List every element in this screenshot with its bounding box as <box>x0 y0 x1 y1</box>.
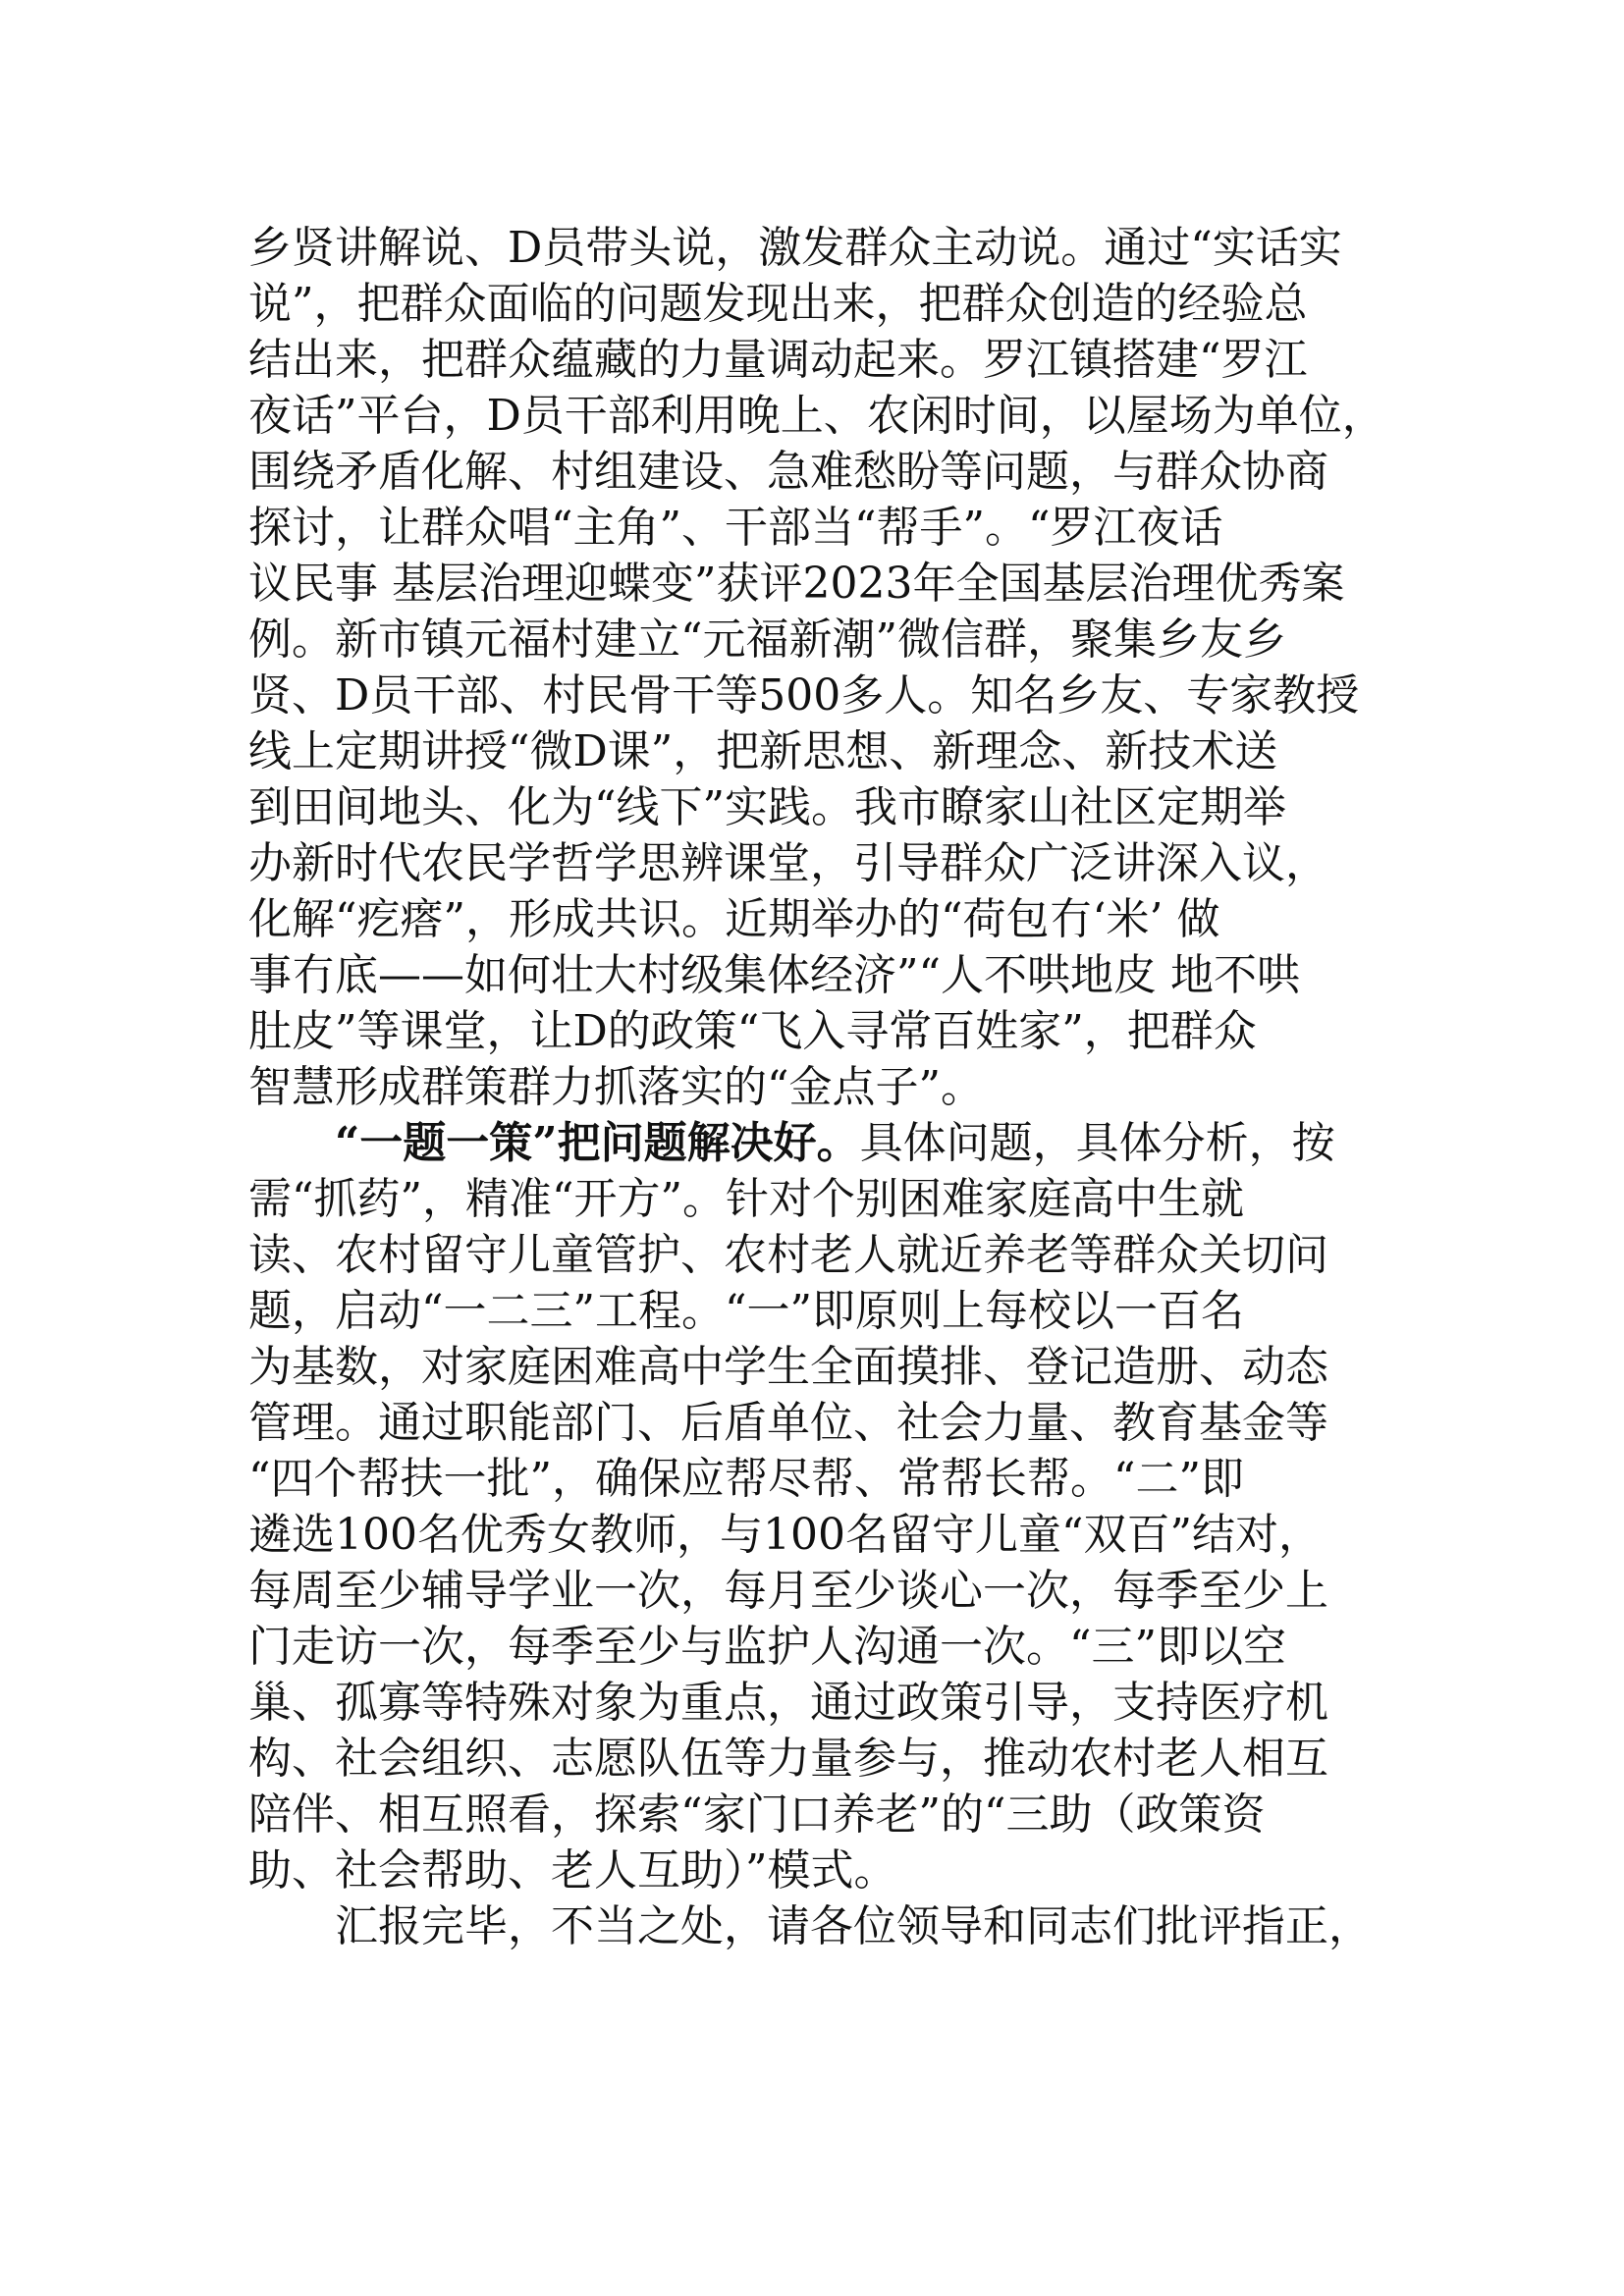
paragraph-1-line: 肚皮”等课堂，让D的政策“飞入寻常百姓家”，把群众 <box>248 1006 1257 1056</box>
paragraph-3 <box>248 1898 1387 1954</box>
paragraph-2-line: 助、社会帮助、老人互助）”模式。 <box>248 1845 897 1896</box>
paragraph-2-line: 为基数，对家庭困难高中学生全面摸排、登记造册、动态 <box>248 1342 1328 1392</box>
paragraph-1-line: 夜话”平台，D员干部利用晚上、农闲时间，以屋场为单位， <box>248 391 1385 441</box>
paragraph-2-line: 构、社会组织、志愿队伍等力量参与，推动农村老人相互 <box>248 1734 1328 1784</box>
paragraph-2-line: 读、农村留守儿童管护、农村老人就近养老等群众关切问 <box>248 1230 1328 1280</box>
paragraph-2-line: 题，启动“一二三”工程。“一”即原则上每校以一百名 <box>248 1286 1244 1336</box>
paragraph-1-line: 贤、D员干部、村民骨干等500多人。知名乡友、专家教授 <box>248 670 1360 721</box>
paragraph-1-line: 探讨，让群众唱“主角”、干部当“帮手”。“罗江夜话 <box>248 503 1223 553</box>
paragraph-2-line: 遴选100名优秀女教师，与100名留守儿童“双百”结对， <box>248 1510 1322 1560</box>
paragraph-2-line: 需“抓药”，精准“开方”。针对个别困难家庭高中生就 <box>248 1174 1244 1224</box>
paragraph-1-line: 例。新市镇元福村建立“元福新潮”微信群，聚集乡友乡 <box>248 614 1286 665</box>
paragraph-1-line: 化解“疙瘩”，形成共识。近期举办的“荷包冇‘米’ 做 <box>248 894 1220 944</box>
paragraph-1-line: 办新时代农民学哲学思辨课堂，引导群众广泛讲深入议， <box>248 838 1328 888</box>
document-body <box>248 220 1387 1954</box>
paragraph-1-line: 乡贤讲解说、D员带头说，激发群众主动说。通过“实话实 <box>248 223 1342 273</box>
paragraph-2-first-line-text: 具体问题，具体分析，按 <box>859 1118 1335 1168</box>
paragraph-1-line: 智慧形成群策群力抓落实的“金点子”。 <box>248 1062 984 1112</box>
paragraph-2-first-line <box>248 1115 1387 1171</box>
paragraph-1-line: 结出来，把群众蕴藏的力量调动起来。罗江镇搭建“罗江 <box>248 335 1308 385</box>
paragraph-1-line: 线上定期讲授“微D课”，把新思想、新理念、新技术送 <box>248 726 1278 776</box>
paragraph-1-line: 围绕矛盾化解、村组建设、急难愁盼等问题，与群众协商 <box>248 447 1328 497</box>
paragraph-1 <box>248 220 1387 1115</box>
paragraph-1-line: 议民事 基层治理迎蝶变”获评2023年全国基层治理优秀案 <box>248 559 1345 609</box>
paragraph-2-line: 陪伴、相互照看，探索“家门口养老”的“三助（政策资 <box>248 1789 1266 1840</box>
paragraph-1-line: 事冇底——如何壮大村级集体经济”“人不哄地皮 地不哄 <box>248 950 1300 1000</box>
paragraph-2 <box>248 1115 1387 1898</box>
paragraph-1-line: 说”，把群众面临的问题发现出来，把群众创造的经验总 <box>248 279 1308 329</box>
paragraph-2-heading: “一题一策”把问题解决好。 <box>335 1118 860 1168</box>
paragraph-2-line: “四个帮扶一批”，确保应帮尽帮、常帮长帮。“二”即 <box>248 1454 1244 1504</box>
paragraph-3-line: 汇报完毕，不当之处，请各位领导和同志们批评指正， <box>335 1901 1372 1951</box>
paragraph-2-line: 巢、孤寡等特殊对象为重点，通过政策引导，支持医疗机 <box>248 1678 1328 1728</box>
paragraph-1-line: 到田间地头、化为“线下”实践。我市瞭家山社区定期举 <box>248 782 1286 832</box>
paragraph-2-line: 管理。通过职能部门、后盾单位、社会力量、教育基金等 <box>248 1398 1328 1448</box>
paragraph-2-line: 门走访一次，每季至少与监护人沟通一次。“三”即以空 <box>248 1622 1286 1672</box>
paragraph-2-line: 每周至少辅导学业一次，每月至少谈心一次，每季至少上 <box>248 1566 1328 1616</box>
